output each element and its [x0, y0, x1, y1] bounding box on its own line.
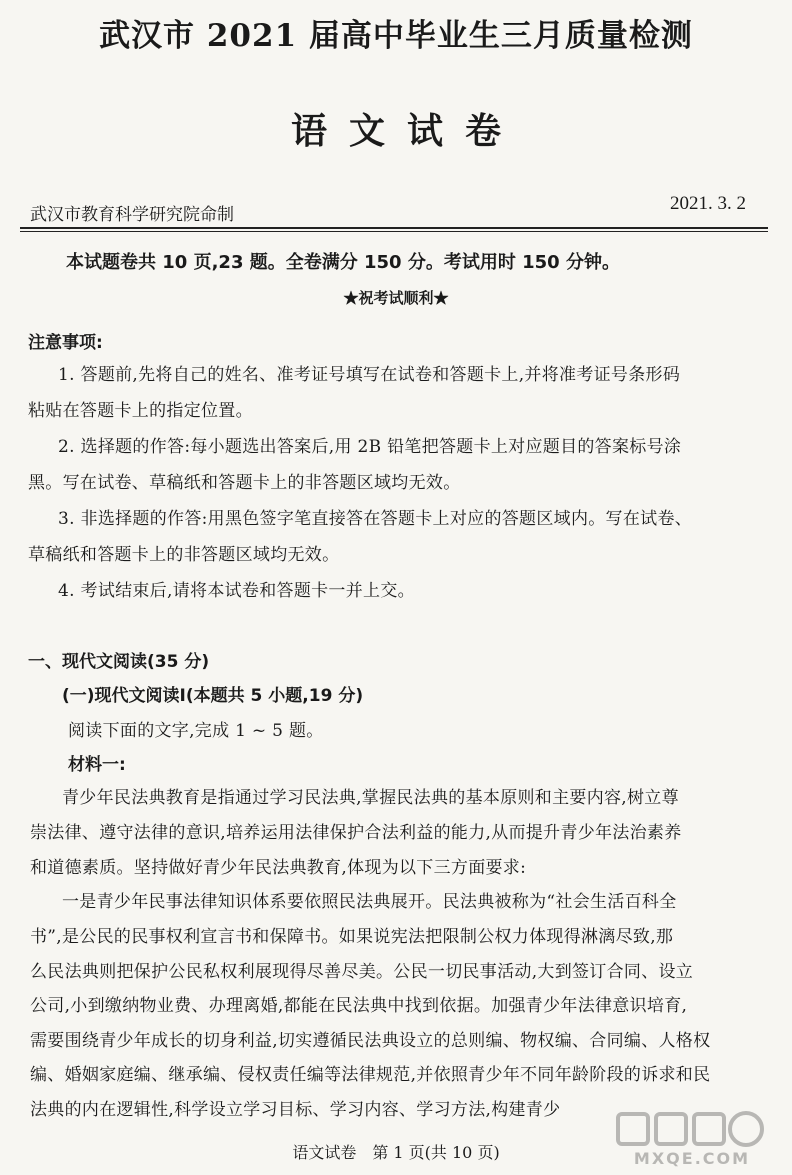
body-line: 法典的内在逻辑性,科学设立学习目标、学习内容、学习方法,构建青少 — [30, 1100, 561, 1120]
body-line: 编、婚姻家庭编、继承编、侵权责任编等法律规范,并依照青少年不同年龄阶段的诉求和民 — [30, 1065, 711, 1085]
body-line: 和道德素质。坚持做好青少年民法典教育,体现为以下三方面要求: — [30, 858, 527, 878]
notes-line: 粘贴在答题卡上的指定位置。 — [28, 401, 253, 421]
notes-line: 3. 非选择题的作答:用黑色签字笔直接答在答题卡上对应的答题区域内。写在试卷、 — [58, 509, 693, 529]
notes-line: 2. 选择题的作答:每小题选出答案后,用 2B 铅笔把答题卡上对应题目的答案标号涂 — [58, 437, 682, 457]
body-line: 崇法律、遵守法律的意识,培养运用法律保护合法利益的能力,从而提升青少年法治素养 — [30, 823, 682, 843]
page-footer: 语文试卷 第 1 页(共 10 页) — [292, 1143, 500, 1162]
body-line: 么民法典则把保护公民私权利展现得尽善尽美。公民一切民事活动,大到签订合同、设立 — [30, 962, 694, 982]
exam-summary: 本试题卷共 10 页,23 题。全卷满分 150 分。考试用时 150 分钟。 — [66, 252, 620, 273]
notes-line: 黑。写在试卷、草稿纸和答题卡上的非答题区域均无效。 — [28, 473, 461, 493]
exam-date: 2021. 3. 2 — [670, 193, 746, 214]
body-line: 公司,小到缴纳物业费、办理离婚,都能在民法典中找到依据。加强青少年法律意识培育, — [30, 996, 688, 1016]
exam-title: 武汉市 2021 届高中毕业生三月质量检测 — [99, 18, 693, 54]
notes-title: 注意事项: — [28, 333, 103, 353]
watermark-logo-icon — [612, 1108, 772, 1170]
section-instruction: 阅读下面的文字,完成 1 ~ 5 题。 — [68, 721, 324, 741]
header-rule-thin — [20, 231, 768, 232]
notes-line: 1. 答题前,先将自己的姓名、准考证号填写在试卷和答题卡上,并将准考证号条形码 — [58, 365, 681, 385]
issuer-text: 武汉市教育科学研究院命制 — [30, 205, 234, 225]
body-line: 书”,是公民的民事权利宣言书和保障书。如果说宪法把限制公权力体现得淋漓尽致,那 — [30, 927, 674, 947]
notes-line: 草稿纸和答题卡上的非答题区域均无效。 — [28, 545, 340, 565]
svg-text:MXQE.COM: MXQE.COM — [633, 1149, 751, 1168]
body-line: 需要围绕青少年成长的切身利益,切实遵循民法典设立的总则编、物权编、合同编、人格权 — [30, 1031, 711, 1051]
body-line: 青少年民法典教育是指通过学习民法典,掌握民法典的基本原则和主要内容,树立尊 — [62, 788, 679, 808]
body-line: 一是青少年民事法律知识体系要依照民法典展开。民法典被称为“社会生活百科全 — [62, 892, 677, 912]
material-label: 材料一: — [68, 755, 126, 775]
section-heading: 一、现代文阅读(35 分) — [28, 652, 210, 672]
header-rule-thick — [20, 227, 768, 229]
notes-line: 4. 考试结束后,请将本试卷和答题卡一并上交。 — [58, 581, 415, 601]
blessing-text: ★祝考试顺利★ — [343, 289, 449, 307]
section-subheading: (一)现代文阅读Ⅰ(本题共 5 小题,19 分) — [62, 686, 364, 706]
subject-title: 语文试卷 — [290, 110, 523, 152]
